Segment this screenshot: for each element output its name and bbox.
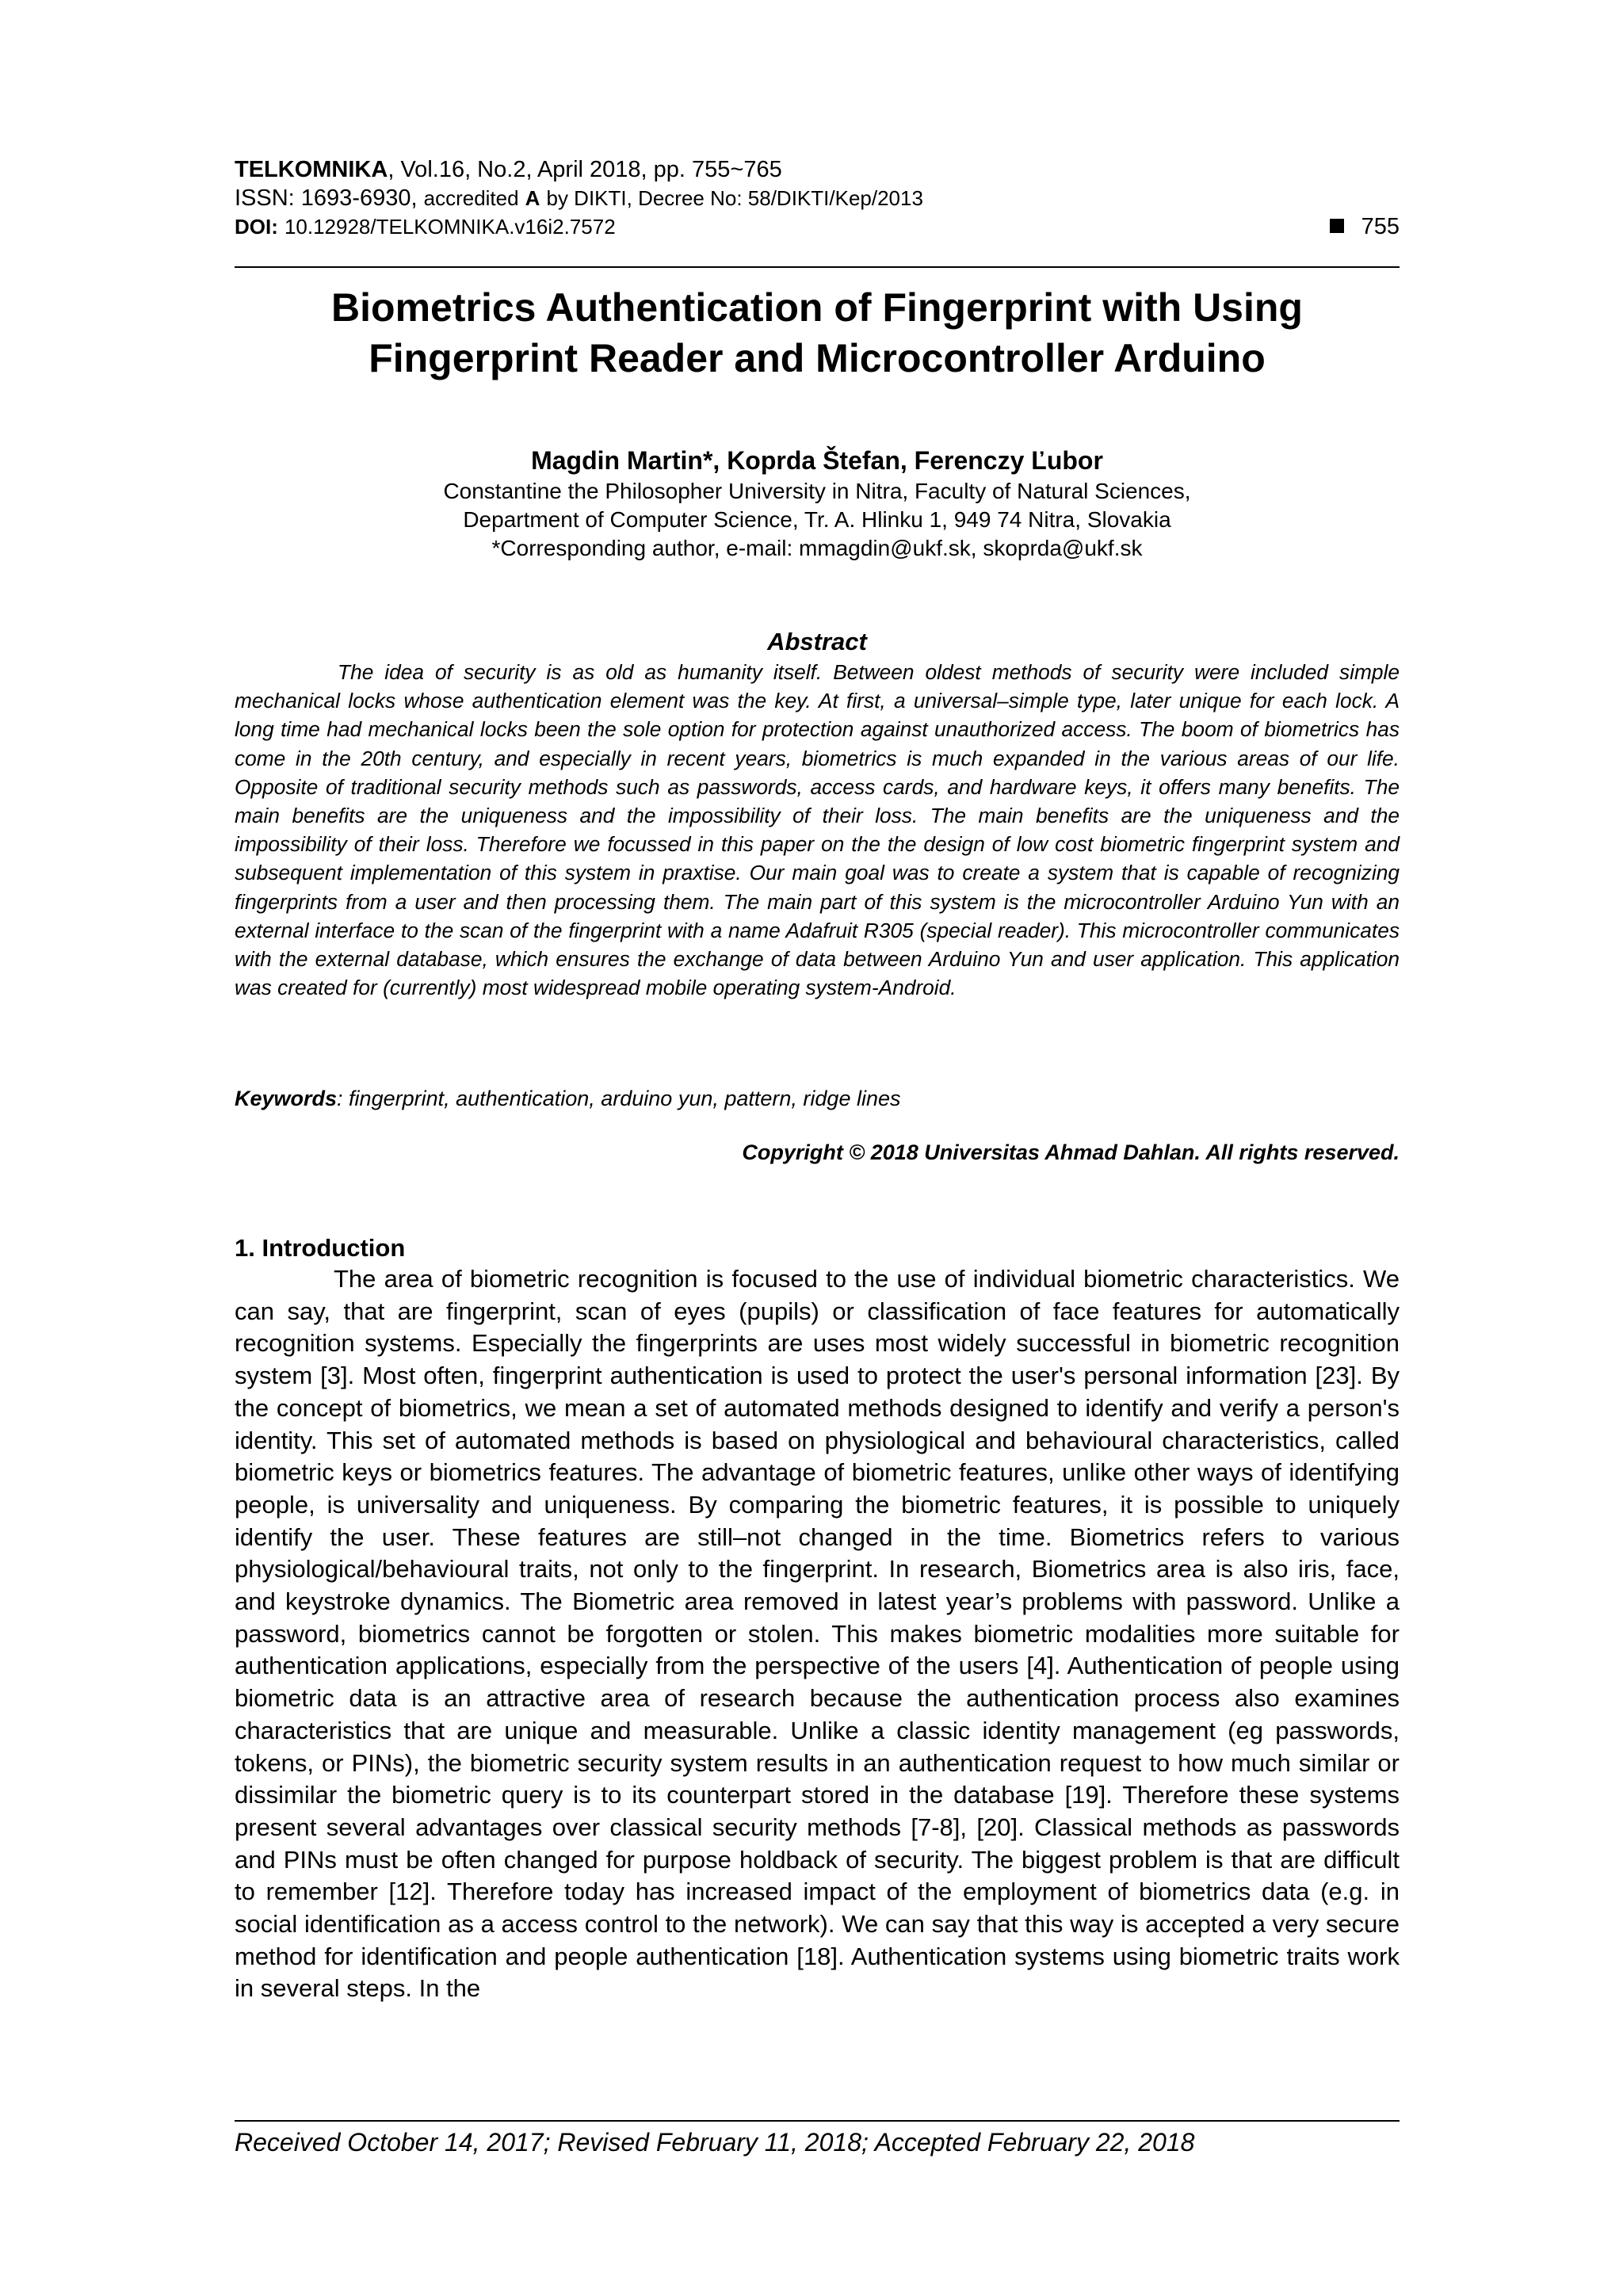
square-bullet-icon <box>1330 219 1344 233</box>
abstract-heading: Abstract <box>767 628 867 655</box>
introduction-heading: 1. Introduction <box>235 1234 406 1262</box>
issn: ISSN: 1693-6930, <box>235 185 418 211</box>
keywords <box>235 1084 1400 1113</box>
accredited-prefix: accredited <box>423 186 519 210</box>
title-line-1: Biometrics Authentication of Fingerprint with Using <box>331 285 1303 330</box>
introduction-section <box>235 1233 1400 2005</box>
journal-citation: , Vol.16, No.2, April 2018, pp. 755~765 <box>388 157 782 182</box>
issn-line <box>235 184 1400 212</box>
author-block <box>235 444 1400 563</box>
received-dates: Received October 14, 2017; Revised February 11, 2018; Accepted February 22, 2018 <box>235 2128 1195 2157</box>
page-number-value: 755 <box>1361 214 1400 239</box>
affiliation-line-1: Constantine the Philosopher University in Nitra, Faculty of Natural Sciences, <box>443 479 1191 503</box>
corresponding-author: *Corresponding author, e-mail: mmagdin@ukf.sk, skoprda@ukf.sk <box>491 536 1143 560</box>
accredited-suffix: by DIKTI, Decree No: 58/DIKTI/Kep/2013 <box>546 186 923 210</box>
paper-title <box>235 282 1400 384</box>
page-number <box>1330 212 1400 241</box>
abstract-section <box>235 626 1400 1002</box>
journal-citation-line <box>235 155 1400 184</box>
doi-label: DOI: <box>235 215 278 239</box>
journal-header <box>235 155 1400 241</box>
header-rule <box>235 266 1400 268</box>
accredited-grade: A <box>525 186 540 210</box>
footer-rule <box>235 2120 1400 2122</box>
author-names: Magdin Martin*, Koprda Štefan, Ferenczy Ľubor <box>531 446 1103 475</box>
introduction-text: The area of biometric recognition is focused to the use of individual biometric characteristics. We can say, that are fingerprint, scan of eyes (pupils) or classification of face features for automatically recognition systems. Especially the fingerprints are uses most widely successful in biometric recognition system [3]. Most often, fingerprint authentication is used to protect the user's personal information [23]. By the concept of biometrics, we mean a set of automated methods designed to identify and verify a person's identity. This set of automated methods is based on physiological and behavioural characteristics, called biometric keys or biometrics features. The advantage of biometric features, unlike other ways of identifying people, is universality and uniqueness. By comparing the biometric features, it is possible to uniquely identify the user. These features are still–not changed in the time. Biometrics refers to various physiological/behavioural traits, not only to the fingerprint. In research, Biometrics area is also iris, face, and keystroke dynamics. The Biometric area removed in latest year’s problems with password. Unlike a password, biometrics cannot be forgotten or stolen. This makes biometric modalities more suitable for authentication applications, especially from the perspective of the users [4]. Authentication of people using biometric data is an attractive area of research because the authentication process also examines characteristics that are unique and measurable. Unlike a classic identity management (eg passwords, tokens, or PINs), the biometric security system results in an authentication request to how much similar or dissimilar the biometric query is to its counterpart stored in the database [19]. Therefore these systems present several advantages over classical security methods [7-8], [20]. Classical methods as passwords and PINs must be often changed for purpose holdback of security. The biggest problem is that are difficult to remember [12]. Therefore today has increased impact of the employment of biometrics data (e.g. in social identification as a access control to the network). We can say that this way is accepted a very secure method for identification and people authentication [18]. Authentication systems using biometric traits work in several steps. In the <box>235 1265 1400 2003</box>
doi-value: 10.12928/TELKOMNIKA.v16i2.7572 <box>284 215 616 239</box>
abstract-text: The idea of security is as old as humanity itself. Between oldest methods of security were included simple mechanical locks whose authentication element was the key. At first, a universal–simple type, later unique for each lock. A long time had mechanical locks been the sole option for protection against unauthorized access. The boom of biometrics has come in the 20th century, and especially in recent years, biometrics is much expanded in the various areas of our life. Opposite of traditional security methods such as passwords, access cards, and hardware keys, it offers many benefits. The main benefits are the uniqueness and the impossibility of their loss. The main benefits are the uniqueness and the impossibility of their loss. Therefore we focussed in this paper on the the design of low cost biometric fingerprint system and subsequent implementation of this system in praxtise. Our main goal was to create a system that is capable of recognizing fingerprints from a user and then processing them. The main part of this system is the microcontroller Arduino Yun with an external interface to the scan of the fingerprint with a name Adafruit R305 (special reader). This microcontroller communicates with the external database, which ensures the exchange of data between Arduino Yun and user application. This application was created for (currently) most widespread mobile operating system-Android. <box>235 660 1400 1000</box>
title-line-2: Fingerprint Reader and Microcontroller Arduino <box>369 336 1266 380</box>
keywords-text: : fingerprint, authentication, arduino yun, pattern, ridge lines <box>337 1087 901 1110</box>
journal-name: TELKOMNIKA <box>235 157 388 182</box>
doi-line <box>235 212 1400 241</box>
copyright-notice: Copyright © 2018 Universitas Ahmad Dahlan. All rights reserved. <box>742 1140 1400 1164</box>
keywords-label: Keywords <box>235 1087 338 1110</box>
affiliation-line-2: Department of Computer Science, Tr. A. Hlinku 1, 949 74 Nitra, Slovakia <box>463 507 1171 532</box>
